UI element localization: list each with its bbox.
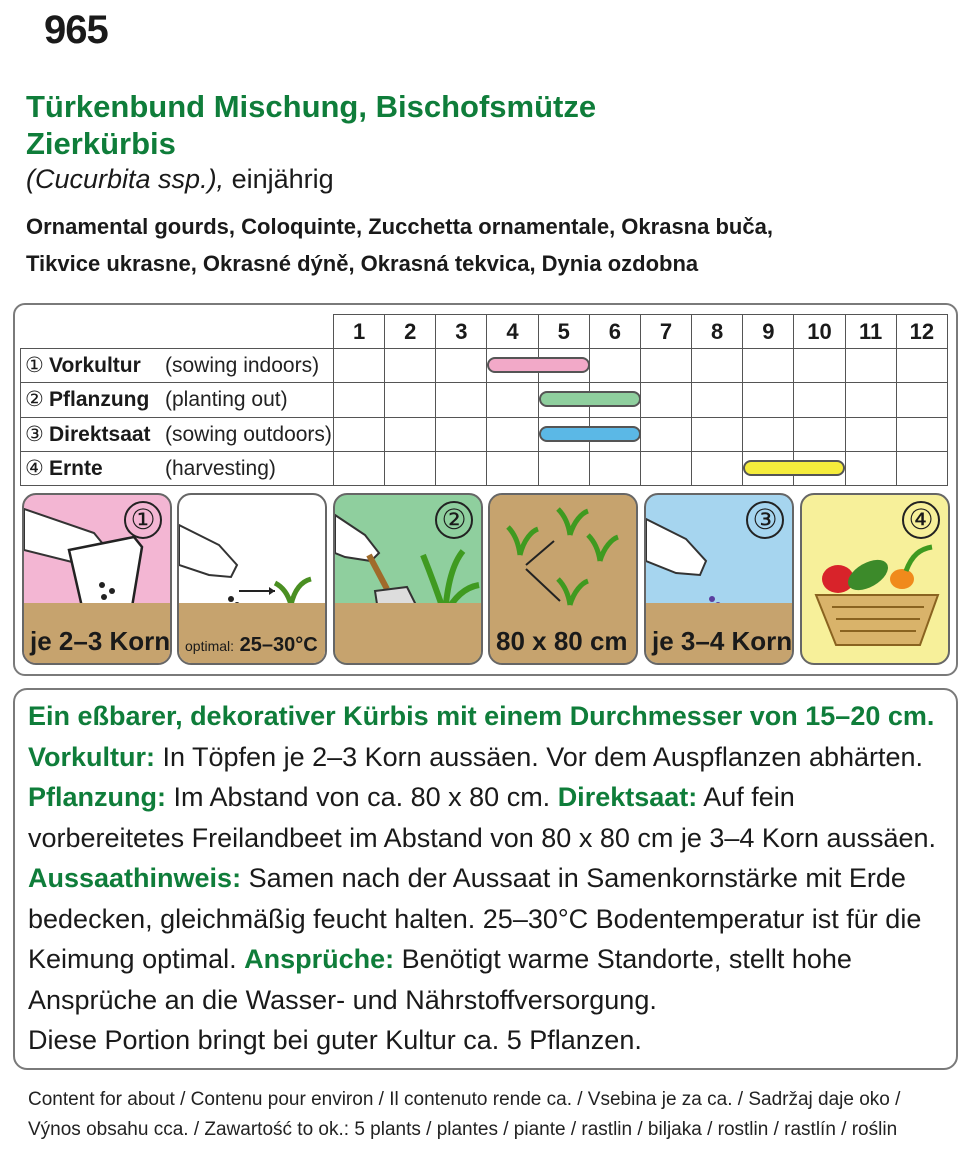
step-label-en: (planting out) bbox=[165, 388, 288, 412]
ansprueche-text: Benötigt warme Standorte, stellt hohe Ansprüche an die Wasser- und Nährstoffversorgung. bbox=[28, 944, 852, 1015]
calendar-row-direktsaat bbox=[21, 417, 948, 451]
vorkultur-label: Vorkultur: bbox=[28, 741, 155, 772]
aussaat-label: Aussaathinweis: bbox=[28, 863, 242, 893]
pflanzung-text: Im Abstand von ca. 80 x 80 cm. bbox=[165, 782, 558, 812]
step-label-de: Pflanzung bbox=[49, 388, 150, 412]
month-header: 1 bbox=[333, 315, 384, 349]
month-header: 10 bbox=[794, 315, 845, 349]
title-line-2: Zierkürbis bbox=[26, 126, 176, 161]
icon-sowing-outdoors bbox=[644, 493, 794, 665]
calendar-row-ernte bbox=[21, 451, 948, 485]
product-code: 965 bbox=[44, 8, 108, 52]
icon-caption: 80 x 80 cm bbox=[496, 626, 628, 656]
content-footer bbox=[28, 1085, 943, 1145]
step-label-de: Ernte bbox=[49, 456, 103, 480]
step-label-en: (sowing indoors) bbox=[165, 354, 320, 378]
icon-planting-out bbox=[333, 493, 483, 665]
direktsaat-label: Direktsaat: bbox=[557, 782, 698, 812]
botanical-name: (Cucurbita ssp.), bbox=[26, 164, 225, 194]
step-label-de: Direktsaat bbox=[49, 422, 151, 446]
instructions-body bbox=[28, 737, 943, 1021]
month-header: 6 bbox=[589, 315, 640, 349]
icon-caption: je 2–3 Korn bbox=[30, 626, 171, 656]
step-badge: ③ bbox=[746, 501, 784, 539]
icon-plant-spacing bbox=[488, 493, 638, 665]
common-names bbox=[26, 208, 946, 282]
step-badge: ④ bbox=[902, 501, 940, 539]
footer-line-2: Výnos obsahu cca. / Zawartość to ok.: 5 plants / plantes / piante / rastlin / biljaka / rostlin / rastlín / roślin bbox=[28, 1119, 898, 1140]
growing-instructions bbox=[28, 696, 943, 1061]
sowing-calendar bbox=[20, 314, 948, 486]
step-number: ② bbox=[25, 388, 44, 412]
step-label-de: Vorkultur bbox=[49, 354, 141, 378]
step-number: ① bbox=[25, 354, 44, 378]
ansprueche-label: Ansprüche: bbox=[244, 944, 395, 974]
month-header: 9 bbox=[743, 315, 794, 349]
icon-sowing-indoors bbox=[22, 493, 172, 665]
calendar-row-vorkultur bbox=[21, 349, 948, 383]
icon-harvest bbox=[800, 493, 950, 665]
calendar-row-pflanzung bbox=[21, 383, 948, 417]
aussaat-text: Samen nach der Aussaat in Samenkornstärke mit Erde bedecken, gleichmäßig feucht halten. 25–30°C Bodentemperatur ist für die Keimung optimal. bbox=[28, 863, 922, 974]
step-label-en: (harvesting) bbox=[165, 456, 276, 480]
title-line-1: Türkenbund Mischung, Bischofsmütze bbox=[26, 89, 597, 124]
step-label-en: (sowing outdoors) bbox=[165, 422, 332, 446]
month-header: 2 bbox=[385, 315, 436, 349]
portion-note: Diese Portion bringt bei guter Kultur ca. 5 Pflanzen. bbox=[28, 1025, 642, 1055]
month-header: 3 bbox=[436, 315, 487, 349]
instruction-icons bbox=[22, 493, 952, 665]
month-header: 4 bbox=[487, 315, 538, 349]
step-number: ③ bbox=[25, 422, 44, 446]
icon-germination-temperature bbox=[177, 493, 327, 665]
caption-value: 25–30°C bbox=[239, 634, 318, 656]
latin-name bbox=[26, 164, 334, 195]
calendar-header-row bbox=[21, 315, 948, 349]
description-lead: Ein eßbarer, dekorativer Kürbis mit einem Durchmesser von 15–20 cm. bbox=[28, 701, 935, 731]
icon-caption bbox=[185, 634, 318, 657]
common-names-line-1: Ornamental gourds, Coloquinte, Zucchetta ornamentale, Okrasna buča, bbox=[26, 214, 773, 239]
icon-caption: je 3–4 Korn bbox=[652, 626, 793, 656]
step-number: ④ bbox=[25, 456, 44, 480]
common-names-line-2: Tikvice ukrasne, Okrasné dýně, Okrasná tekvica, Dynia ozdobna bbox=[26, 251, 699, 276]
caption-prefix: optimal: bbox=[185, 638, 235, 654]
month-header: 12 bbox=[896, 315, 947, 349]
vorkultur-text: In Töpfen je 2–3 Korn aussäen. Vor dem Auspflanzen abhärten. bbox=[155, 741, 924, 772]
life-cycle: einjährig bbox=[231, 164, 334, 194]
step-badge: ② bbox=[435, 501, 473, 539]
month-header: 7 bbox=[640, 315, 691, 349]
step-badge: ① bbox=[124, 501, 162, 539]
footer-line-1: Content for about / Contenu pour environ / Il contenuto rende ca. / Vsebina je za ca. / Sadržaj daje oko / bbox=[28, 1089, 901, 1110]
month-header: 8 bbox=[692, 315, 743, 349]
month-header: 11 bbox=[845, 315, 896, 349]
product-title bbox=[26, 88, 596, 162]
month-header: 5 bbox=[538, 315, 589, 349]
pflanzung-label: Pflanzung: bbox=[28, 782, 166, 812]
direktsaat-text: Auf fein vorbereitetes Freilandbeet im Abstand von 80 x 80 cm je 3–4 Korn aussäen. bbox=[28, 782, 937, 853]
